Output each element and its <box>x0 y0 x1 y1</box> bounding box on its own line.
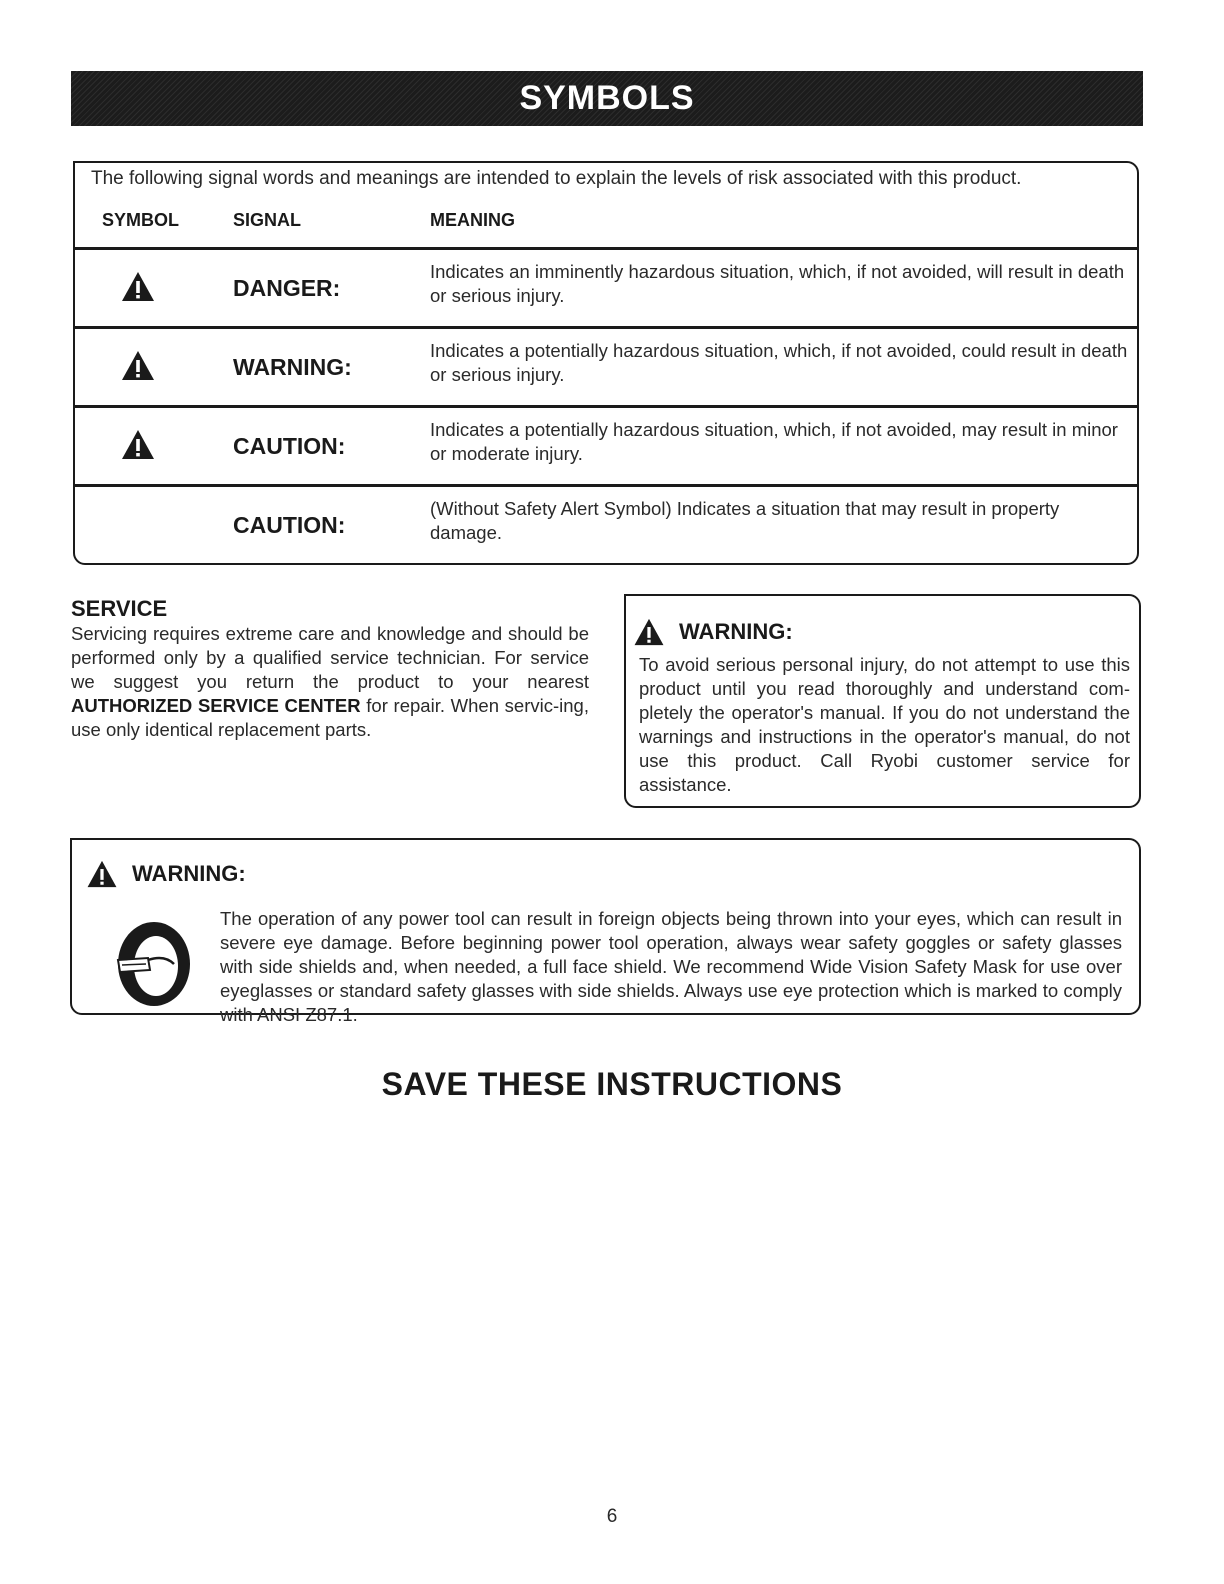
save-instructions-title: SAVE THESE INSTRUCTIONS <box>381 1066 843 1102</box>
page-number: 6 <box>606 1506 618 1527</box>
signal-row-caution <box>75 405 1137 484</box>
signal-meaning: (Without Safety Alert Symbol) Indicates a situation that may result in property damage. <box>430 498 1060 543</box>
header-meaning: MEANING <box>430 210 515 230</box>
signal-row-danger <box>75 247 1137 326</box>
safety-alert-triangle-icon <box>121 271 155 302</box>
warning-manual-heading <box>633 618 793 646</box>
warning-manual-body: To avoid serious personal injury, do not attempt to use this product until you read thoroughly and understand com-pletely the operator's manual. If you do not understand the warnings and instructions in the operator's manual, do not use this product. Call Ryobi customer service for assistance. <box>639 654 1130 795</box>
warning-label: WARNING: <box>679 619 793 644</box>
signal-meaning: Indicates an imminently hazardous situation, which, if not avoided, will result in death or serious injury. <box>430 261 1125 306</box>
header-symbol: SYMBOL <box>102 210 180 230</box>
signal-word: DANGER: <box>233 275 341 301</box>
symbols-banner <box>71 71 1143 126</box>
safety-alert-triangle-icon <box>633 618 665 646</box>
signal-word: CAUTION: <box>233 433 346 459</box>
signal-word: WARNING: <box>233 354 352 380</box>
safety-glasses-face-icon <box>112 920 192 1008</box>
safety-alert-triangle-icon <box>86 860 118 888</box>
service-heading: SERVICE <box>71 596 168 621</box>
symbols-intro: The following signal words and meanings are intended to explain the levels of risk associated with this product. <box>91 168 1022 189</box>
signal-word: CAUTION: <box>233 512 346 538</box>
header-signal: SIGNAL <box>233 210 302 230</box>
service-text: Servicing requires extreme care and knowledge and should be performed only by a qualified service technician. For service we suggest you return the product to your nearest <box>71 623 589 692</box>
service-text-end: for repair. When servic-ing, use only identical replacement parts. <box>71 695 589 740</box>
signal-meaning: Indicates a potentially hazardous situation, which, if not avoided, could result in death or serious injury. <box>430 340 1128 385</box>
signal-row-warning <box>75 326 1137 405</box>
symbols-table <box>73 161 1139 565</box>
warning-manual-box <box>624 594 1141 808</box>
warning-eye-heading <box>86 860 246 888</box>
warning-eye-box <box>70 838 1141 1025</box>
warning-label: WARNING: <box>132 861 246 886</box>
signal-row-caution-property <box>75 484 1137 563</box>
safety-alert-triangle-icon <box>121 350 155 381</box>
authorized-service-center: AUTHORIZED SERVICE CENTER <box>71 695 361 716</box>
banner-title: SYMBOLS <box>519 79 695 117</box>
service-body <box>71 622 589 742</box>
signal-meaning: Indicates a potentially hazardous situation, which, if not avoided, may result in minor or moderate injury. <box>430 419 1118 464</box>
safety-alert-triangle-icon <box>121 429 155 460</box>
warning-eye-body: The operation of any power tool can result in foreign objects being thrown into your eyes, which can result in severe eye damage. Before beginning power tool operation, always wear safety goggles or safety glasses with side shields and, when needed, a full face shield. We recommend Wide Vision Safety Mask for use over eyeglasses or standard safety glasses with side shields. Always use eye protection which is marked to comply with ANSI Z87.1. <box>220 908 1122 1025</box>
